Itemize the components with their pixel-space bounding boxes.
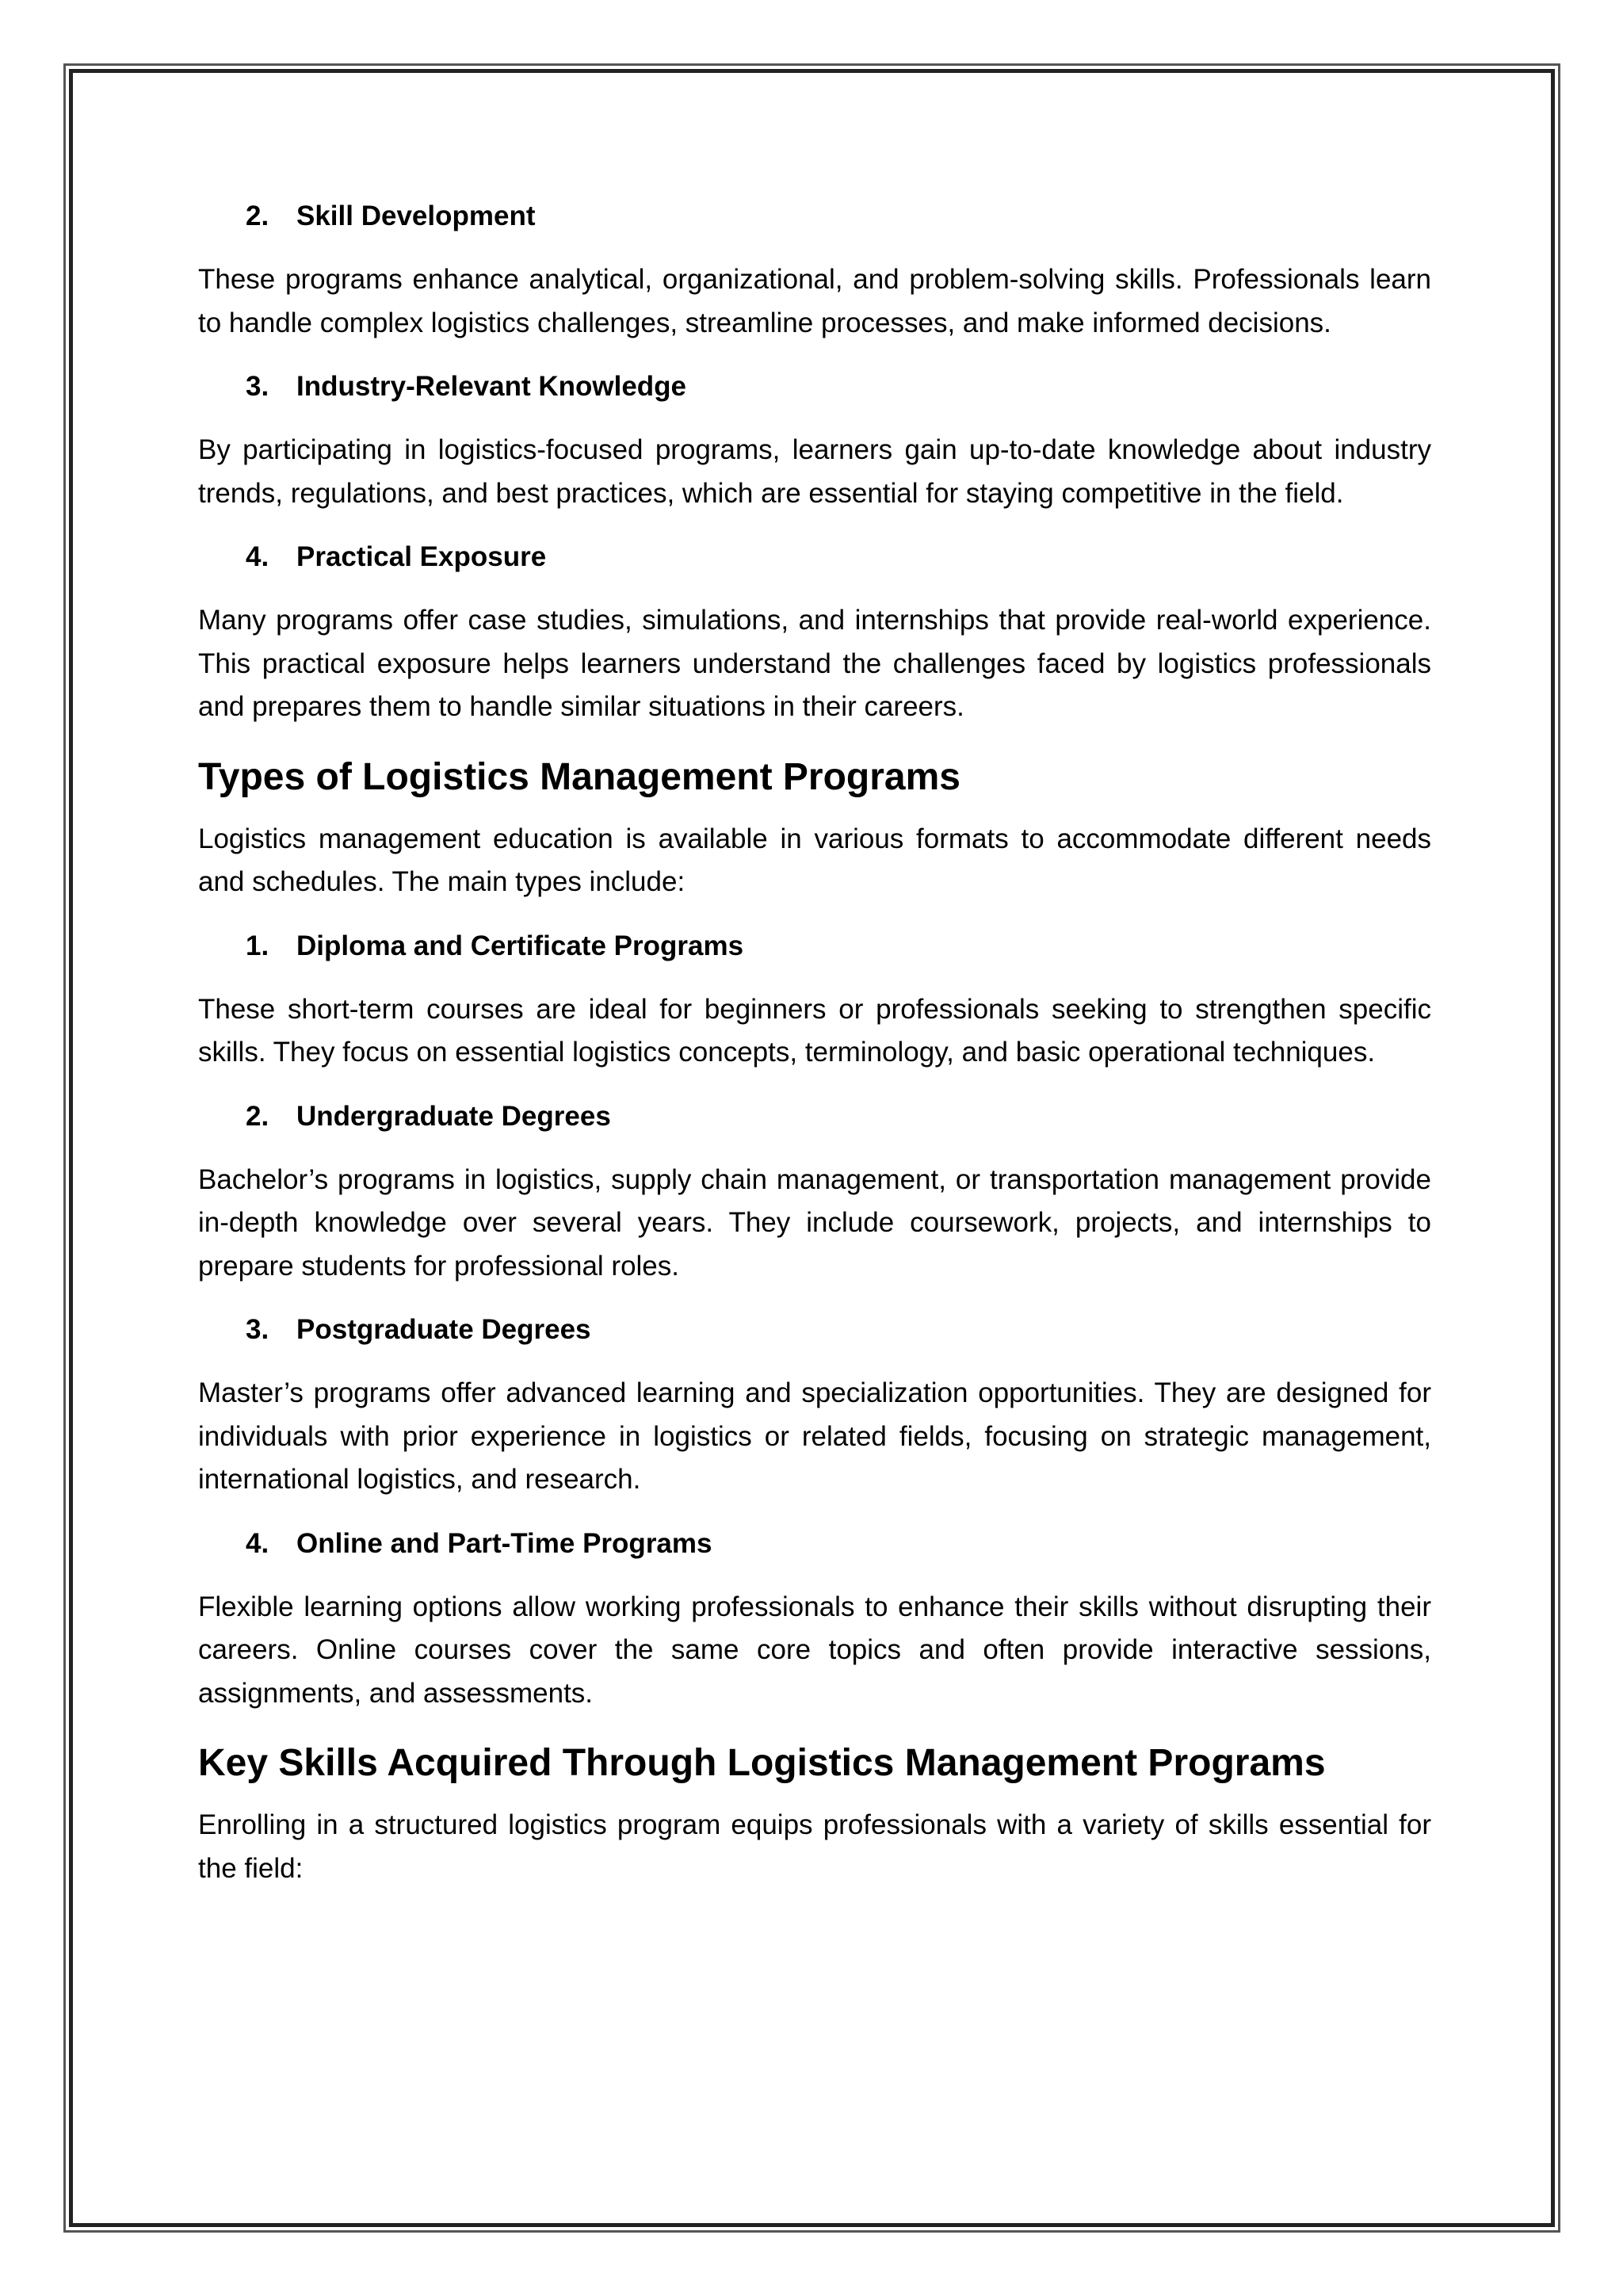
paragraph: Logistics management education is available in various formats to accommodate different needs and schedules. The main types include: (198, 823, 1431, 897)
paragraph: These short-term courses are ideal for beginners or professionals seeking to strengthen specific skills. They focus on essential logistics concepts, terminology, and basic operational techniques. (198, 993, 1431, 1068)
list-title: Postgraduate Degrees (296, 1314, 591, 1345)
paragraph: Enrolling in a structured logistics program equips professionals with a variety of skills essential for the field: (198, 1809, 1431, 1884)
paragraph: By participating in logistics-focused programs, learners gain up-to-date knowledge about industry trends, regulations, and best practices, which are essential for staying competitive in the field. (198, 434, 1431, 509)
numbered-heading-postgraduate (198, 1308, 1431, 1351)
document-body (198, 195, 1431, 1911)
paragraph: These programs enhance analytical, organizational, and problem-solving skills. Professionals learn to handle complex logistics challenges, streamline processes, and make informed decisions. (198, 264, 1431, 338)
paragraph: Many programs offer case studies, simulations, and internships that provide real-world experience. This practical exposure helps learners understand the challenges faced by logistics professionals and prepares them to handle similar situations in their careers. (198, 605, 1431, 722)
list-title: Industry-Relevant Knowledge (296, 371, 687, 402)
section-heading-types: Types of Logistics Management Programs (198, 755, 960, 798)
numbered-heading-diploma (198, 925, 1431, 968)
numbered-heading-undergraduate (198, 1095, 1431, 1138)
list-title: Undergraduate Degrees (296, 1100, 611, 1132)
list-title: Practical Exposure (296, 541, 547, 572)
list-number: 2. (246, 1100, 269, 1132)
paragraph: Bachelor’s programs in logistics, supply chain management, or transportation management provide in-depth knowledge over several years. They include coursework, projects, and internships to prepare students for professional roles. (198, 1163, 1431, 1282)
paragraph: Master’s programs offer advanced learning and specialization opportunities. They are designed for individuals with prior experience in logistics or related fields, focusing on strategic management, international logistics, and research. (198, 1377, 1431, 1495)
section-heading-key-skills: Key Skills Acquired Through Logistics Management Programs (198, 1742, 1326, 1784)
numbered-heading-skill-development (198, 195, 1431, 238)
list-title: Diploma and Certificate Programs (296, 930, 744, 961)
list-title: Skill Development (296, 201, 536, 231)
list-number: 3. (246, 371, 269, 402)
list-number: 4. (246, 1527, 269, 1559)
list-number: 4. (246, 541, 269, 572)
list-number: 2. (246, 201, 269, 231)
numbered-heading-practical-exposure (198, 536, 1431, 579)
list-title: Online and Part-Time Programs (296, 1527, 712, 1559)
list-number: 3. (246, 1314, 269, 1345)
paragraph: Flexible learning options allow working professionals to enhance their skills without disrupting their careers. Online courses cover the same core topics and often provide interactive sessions, assignments, and assessments. (198, 1591, 1431, 1709)
numbered-heading-industry-knowledge (198, 365, 1431, 408)
numbered-heading-online (198, 1522, 1431, 1565)
list-number: 1. (246, 930, 269, 961)
